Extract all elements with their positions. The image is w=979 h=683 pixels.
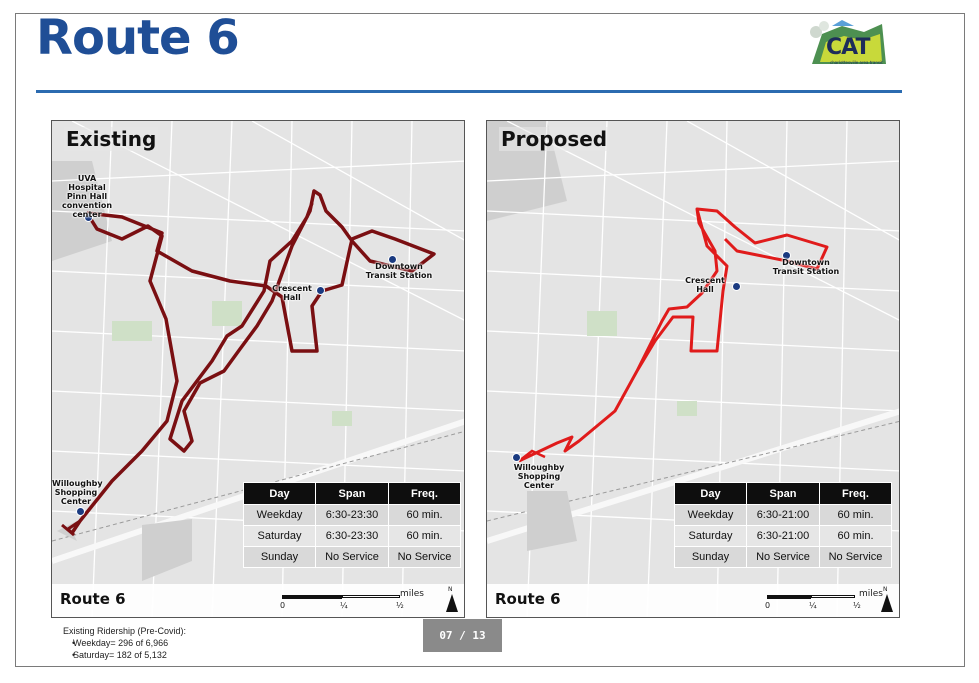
north-arrow-icon [444,586,458,614]
list-item: • Weekday= 296 of 6,966 [73,637,186,649]
table-row [675,547,892,568]
existing-footer-route-label: Route 6 [60,590,126,608]
stop-uva-hospital-label: UVA Hospital Pinn Hall convention center [61,174,113,219]
schedule-cell: Sunday [675,547,747,568]
schedule-cell: Saturday [244,526,316,547]
logo-subtitle: charlottesville area transit [830,60,883,65]
schedule-cell: 6:30-21:00 [747,505,820,526]
schedule-header-span: Span [316,483,389,505]
scale-label-quarter: ¼ [340,601,348,610]
slide-title: Route 6 [36,10,239,66]
scale-bar [280,589,424,613]
schedule-cell: 60 min. [820,505,892,526]
north-label: N [883,586,888,593]
page-counter: 07 / 13 [423,619,502,652]
schedule-cell: Weekday [675,505,747,526]
logo-wordmark: CAT [826,35,870,60]
existing-map-label: Existing [66,127,157,151]
stop-crescent-hall-label: Crescent Hall [685,276,725,294]
stop-crescent-hall-dot [732,282,741,291]
schedule-header-row [675,483,892,505]
scale-unit: miles [400,589,424,599]
schedule-header-day: Day [675,483,747,505]
scale-segment-light [811,595,855,598]
schedule-cell: No Service [747,547,820,568]
north-arrow-icon [879,586,893,614]
schedule-header-freq: Freq. [389,483,461,505]
schedule-cell: 60 min. [389,505,461,526]
scale-label-half: ½ [396,601,404,610]
list-item: • Saturday= 182 of 5,132 [73,649,186,661]
schedule-header-freq: Freq. [820,483,892,505]
ridership-heading: Existing Ridership (Pre-Covid): [63,626,187,636]
table-row [244,526,461,547]
stop-willoughby-label: Willoughby Shopping Center [513,463,565,490]
schedule-header-row [244,483,461,505]
schedule-cell: 60 min. [389,526,461,547]
title-rule [36,90,902,93]
stop-willoughby-dot [512,453,521,462]
stop-crescent-hall-label: Crescent Hall [272,284,312,302]
proposed-map-label: Proposed [501,127,608,151]
scale-segment-dark [282,595,342,599]
table-row [675,526,892,547]
proposed-map-footer [487,584,899,617]
stop-downtown-label: Downtown Transit Station [365,262,433,280]
schedule-cell: Sunday [244,547,316,568]
existing-map-footer [52,584,464,617]
schedule-cell: 6:30-21:00 [747,526,820,547]
scale-label-half: ½ [853,601,861,610]
stop-willoughby-label: Willoughby Shopping Center [52,479,103,506]
scale-segment-light [342,595,400,598]
stop-willoughby-dot [76,507,85,516]
scale-label-zero: 0 [280,601,286,610]
schedule-cell: 60 min. [820,526,892,547]
north-label: N [448,586,453,593]
existing-route-map [51,120,465,618]
schedule-header-span: Span [747,483,820,505]
table-row [244,547,461,568]
schedule-cell: 6:30-23:30 [316,505,389,526]
schedule-header-day: Day [244,483,316,505]
scale-bar [767,589,897,613]
table-row [675,505,892,526]
ridership-list [63,637,186,661]
ridership-note [63,625,186,661]
schedule-cell: 6:30-23:30 [316,526,389,547]
proposed-schedule-table [674,482,892,568]
proposed-route-map [486,120,900,618]
scale-segment-dark [767,595,811,599]
stop-crescent-hall-dot [316,286,325,295]
schedule-cell: No Service [316,547,389,568]
existing-schedule-table [243,482,461,568]
proposed-footer-route-label: Route 6 [495,590,561,608]
schedule-cell: No Service [389,547,461,568]
schedule-cell: Saturday [675,526,747,547]
scale-label-zero: 0 [765,601,771,610]
scale-unit: miles [859,589,883,599]
schedule-cell: Weekday [244,505,316,526]
north-arrow-shape [881,594,893,612]
north-arrow-shape [446,594,458,612]
stop-downtown-label: Downtown Transit Station [772,258,840,276]
scale-label-quarter: ¼ [809,601,817,610]
schedule-cell: No Service [820,547,892,568]
table-row [244,505,461,526]
